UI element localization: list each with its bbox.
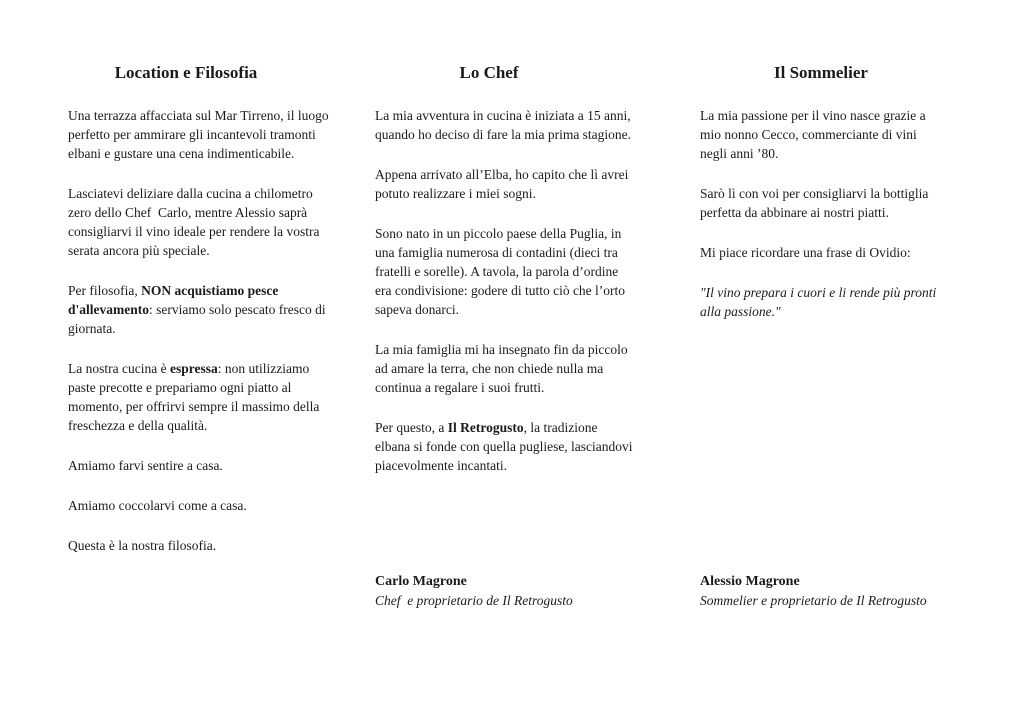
ovidio-quote: "Il vino prepara i cuori e li rende più pronti alla passione.": [700, 285, 940, 319]
location-paragraph-3-bold: NON acquistiamo pesce d'allevamento: [68, 283, 282, 317]
sommelier-signature-role: Sommelier e proprietario de Il Retrogusto: [700, 593, 927, 608]
location-paragraph-3-lead: Per filosofia,: [68, 283, 142, 298]
column-il-sommelier: [700, 62, 942, 642]
location-paragraph-5: Amiamo farvi sentire a casa.: [68, 458, 223, 473]
sommelier-signature-name: Alessio Magrone: [700, 574, 800, 589]
location-title: Location e Filosofia: [114, 63, 258, 82]
sommelier-paragraph-2: Sarò lì con voi per consigliarvi la bottiglia perfetta da abbinare ai nostri piatti.: [700, 186, 932, 220]
chef-paragraph-3: Sono nato in un piccolo paese della Puglia, in una famiglia numerosa di contadini (dieci tra fratelli e sorelle). A tavola, la parola d’ordine era condivisione: godere di tutto ciò che l’orto sapeva donarci.: [375, 226, 629, 317]
sommelier-title: Il Sommelier: [774, 63, 868, 82]
chef-paragraph-5-bold: Il Retrogusto: [447, 420, 524, 435]
location-paragraph-7: Questa è la nostra filosofia.: [68, 538, 217, 553]
chef-title: Lo Chef: [459, 63, 519, 82]
chef-paragraph-5-lead: Per questo, a: [375, 420, 448, 435]
location-paragraph-4: [68, 359, 336, 435]
location-paragraph-2: Lasciatevi deliziare dalla cucina a chilometro zero dello Chef Carlo, mentre Alessio saprà consigliarvi il vino ideale per rendere la vostra serata ancora più speciale.: [68, 186, 323, 258]
column-location-filosofia: [68, 62, 336, 642]
location-paragraph-3: [68, 281, 336, 338]
chef-signature: [375, 572, 635, 610]
chef-paragraph-2: Appena arrivato all’Elba, ho capito che lì avrei potuto realizzare i miei sogni.: [375, 167, 632, 201]
location-paragraph-6: Amiamo coccolarvi come a casa.: [68, 498, 247, 513]
chef-paragraph-4: La mia famiglia mi ha insegnato fin da piccolo ad amare la terra, che non chiede nulla ma continua a regalare i suoi frutti.: [375, 342, 632, 395]
sommelier-signature: [700, 572, 942, 610]
sommelier-paragraph-3: Mi piace ricordare una frase di Ovidio:: [700, 245, 911, 260]
location-paragraph-1: Una terrazza affacciata sul Mar Tirreno, il luogo perfetto per ammirare gli incantevoli tramonti elbani e gustare una cena indimenticabile.: [68, 108, 333, 161]
chef-signature-role: Chef e proprietario de Il Retrogusto: [375, 593, 573, 608]
location-paragraph-4-tail: : non utilizziamo paste precotte e prepariamo ogni piatto al momento, per offrirvi sempre il massimo della freschezza e della qualità.: [68, 361, 323, 433]
chef-paragraph-5: [375, 418, 635, 475]
location-paragraph-4-bold: espressa: [169, 361, 218, 376]
chef-paragraph-1: La mia avventura in cucina è iniziata a 15 anni, quando ho deciso di fare la mia prima stagione.: [375, 108, 635, 142]
location-paragraph-4-lead: La nostra cucina è: [68, 361, 170, 376]
location-paragraph-3-tail: : serviamo solo pescato fresco di giornata.: [68, 302, 329, 336]
sommelier-paragraph-1: La mia passione per il vino nasce grazie a mio nonno Cecco, commerciante di vini negli anni ’80.: [700, 108, 930, 161]
column-lo-chef: [375, 62, 635, 642]
chef-paragraph-5-tail: , la tradizione elbana si fonde con quella pugliese, lasciandovi piacevolmente incantati.: [375, 420, 636, 473]
chef-signature-name: Carlo Magrone: [375, 574, 467, 589]
